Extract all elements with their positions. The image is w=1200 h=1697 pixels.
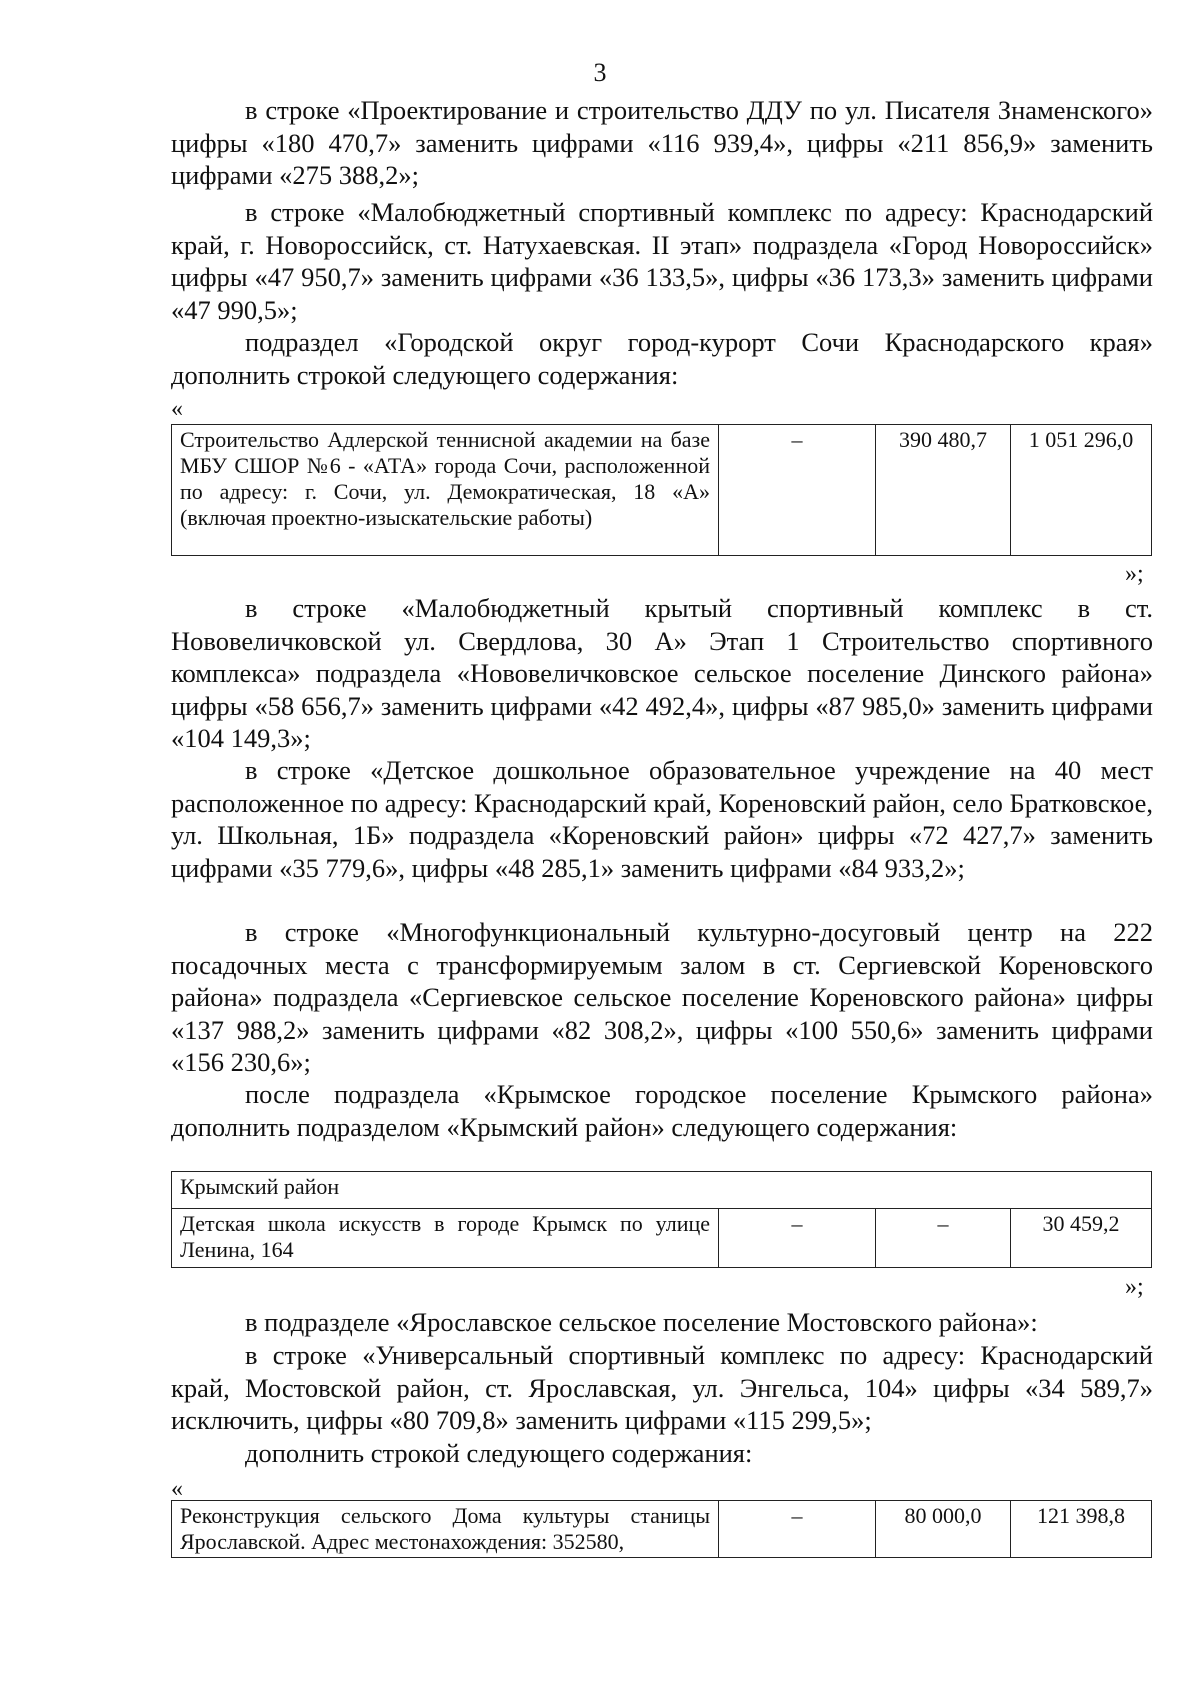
- table-cell-col2: –: [719, 1501, 876, 1558]
- table-row: [172, 1209, 1152, 1268]
- table-cell-col2: –: [719, 1209, 876, 1268]
- paragraph-10: дополнить строкой следующего содержания:: [245, 1438, 753, 1468]
- table-row: [172, 1501, 1152, 1558]
- table-cell-col3: 80 000,0: [876, 1501, 1011, 1558]
- paragraph-6: в строке «Многофункциональный культурно-досуговый центр на 222 посадочных места с трансформируемым залом в ст. Сергиевской Кореновского района» подраздела «Сергиевское сельское поселение Кореновского района» цифры «137 988,2» заменить цифрами «82 308,2», цифры «100 550,6» заменить цифрами «156 230,6»;: [171, 917, 1153, 1077]
- table-cell-col4: 121 398,8: [1011, 1501, 1152, 1558]
- table-cell-name: Реконструкция сельского Дома культуры станицы Ярославской. Адрес местонахождения: 352580,: [172, 1501, 719, 1558]
- quote-open-1: «: [171, 396, 183, 422]
- table-cell-name: Детская школа искусств в городе Крымск по улице Ленина, 164: [172, 1209, 719, 1268]
- table-cell-col3: 390 480,7: [876, 425, 1011, 556]
- paragraph-2: в строке «Малобюджетный спортивный комплекс по адресу: Краснодарский край, г. Новороссийск, ст. Натухаевская. II этап» подраздела «Город Новороссийск» цифры «47 950,7» заменить цифрами «36 133,5», цифры «36 173,3» заменить цифрами «47 990,5»;: [171, 197, 1153, 325]
- table-section-header: Крымский район: [172, 1172, 1152, 1209]
- table-cell-col4: 1 051 296,0: [1011, 425, 1152, 556]
- table-yaroslavskaya: [171, 1500, 1152, 1558]
- table-krymsky: [171, 1171, 1152, 1268]
- table-cell-name: Строительство Адлерской теннисной академии на базе МБУ СШОР №6 - «АТА» города Сочи, расположенной по адресу: г. Сочи, ул. Демократическая, 18 «А» (включая проектно-изыскательские работы): [172, 425, 719, 556]
- paragraph-1: в строке «Проектирование и строительство ДДУ по ул. Писателя Знаменского» цифры «180 470,7» заменить цифрами «116 939,4», цифры «211 856,9» заменить цифрами «275 388,2»;: [171, 95, 1153, 190]
- paragraph-8: в подразделе «Ярославское сельское поселение Мостовского района»:: [245, 1307, 1038, 1337]
- quote-close-2: »;: [1125, 1274, 1144, 1300]
- quote-open-2: «: [171, 1476, 183, 1502]
- paragraph-3: подраздел «Городской округ город-курорт Сочи Краснодарского края» дополнить строкой следующего содержания:: [171, 327, 1153, 390]
- table-row: [172, 1172, 1152, 1209]
- page-number: 3: [593, 58, 607, 87]
- table-cell-col3: –: [876, 1209, 1011, 1268]
- quote-close-1: »;: [1125, 561, 1144, 587]
- paragraph-9: в строке «Универсальный спортивный комплекс по адресу: Краснодарский край, Мостовской район, ст. Ярославская, ул. Энгельса, 104» цифры «34 589,7» исключить, цифры «80 709,8» заменить цифрами «115 299,5»;: [171, 1340, 1153, 1435]
- paragraph-7: после подраздела «Крымское городское поселение Крымского района» дополнить подразделом «Крымский район» следующего содержания:: [171, 1079, 1153, 1142]
- paragraph-5: в строке «Детское дошкольное образовательное учреждение на 40 мест расположенное по адресу: Краснодарский край, Кореновский район, село Братковское, ул. Школьная, 1Б» подраздела «Кореновский район» цифры «72 427,7» заменить цифрами «35 779,6», цифры «48 285,1» заменить цифрами «84 933,2»;: [171, 755, 1153, 883]
- table-cell-col4: 30 459,2: [1011, 1209, 1152, 1268]
- table-sochi: [171, 424, 1152, 556]
- table-cell-col2: –: [719, 425, 876, 556]
- paragraph-4: в строке «Малобюджетный крытый спортивный комплекс в ст. Нововеличковской ул. Свердлова, 30 А» Этап 1 Строительство спортивного комплекса» подраздела «Нововеличковское сельское поселение Динского района» цифры «58 656,7» заменить цифрами «42 492,4», цифры «87 985,0» заменить цифрами «104 149,3»;: [171, 593, 1153, 753]
- table-row: [172, 425, 1152, 556]
